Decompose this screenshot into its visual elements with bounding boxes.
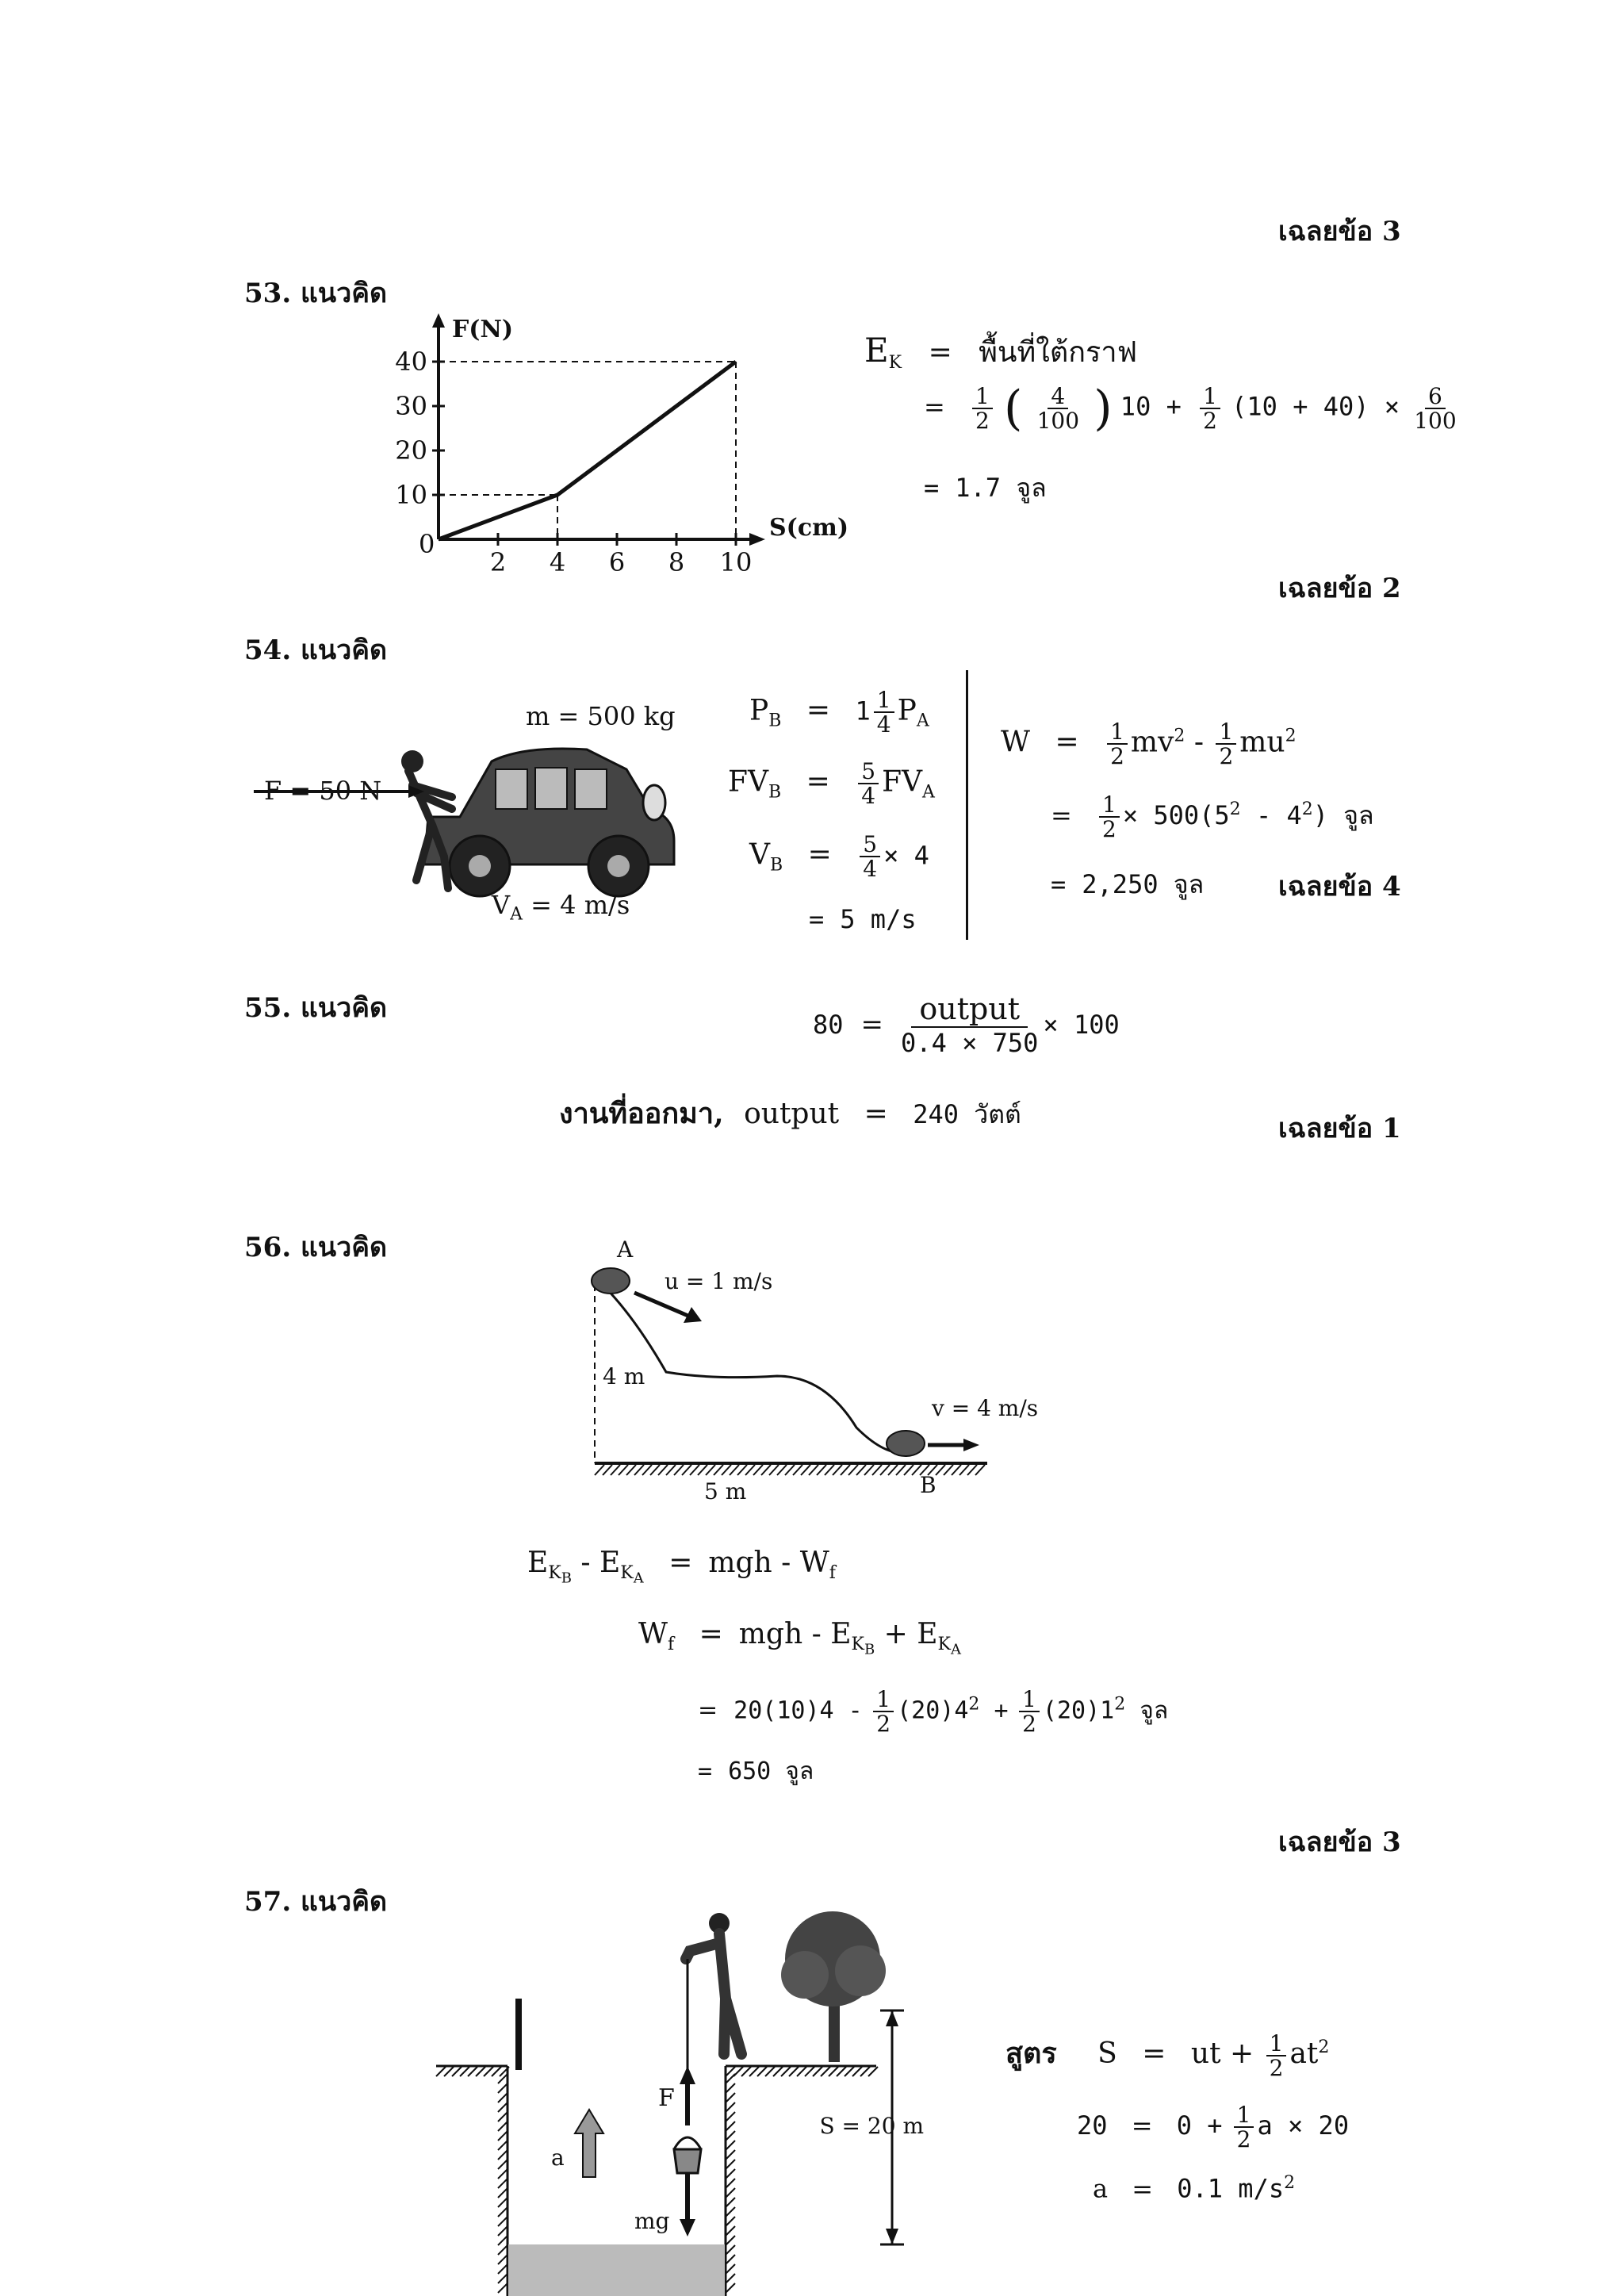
q57-wall-hatch (498, 2150, 508, 2160)
q53-y-arrow (432, 313, 445, 328)
label-q53: 53. แนวคิด (244, 278, 388, 309)
q53-series-line (439, 362, 736, 539)
q53-xtick-label: 6 (608, 547, 626, 577)
q56-slope-diagram (571, 1236, 1039, 1523)
q57-eq3: a = 0.1 $m/s^2$ (1093, 2173, 1296, 2204)
q56-hatch-line (833, 1465, 842, 1475)
q57-wall-hatch (498, 2264, 508, 2274)
q57-hatch-line (460, 2067, 469, 2076)
q57-wall-hatch (498, 2245, 508, 2255)
q57-wall-hatch (498, 2274, 508, 2283)
q57-hatch-line (444, 2067, 454, 2076)
q56-hatch-line (761, 1465, 771, 1475)
q56-hatch-line (737, 1465, 747, 1475)
q56-hatch-line (841, 1465, 850, 1475)
car-hub (607, 855, 630, 877)
q53-graph (381, 313, 856, 583)
q56-result: = 650 จูล (698, 1757, 814, 1785)
q56-hatch-line (880, 1465, 890, 1475)
q53-xtick-label: 4 (549, 547, 566, 577)
q54-w-result: = 2,250 จูล (1051, 869, 1205, 899)
q57-wall-hatch (726, 2179, 735, 2188)
q56-height: 4 m (603, 1363, 645, 1389)
q57-wall-hatch (498, 2217, 508, 2226)
q56-hatch-line (698, 1465, 707, 1475)
q57-hatch-line (860, 2067, 870, 2076)
q57-wall-hatch (726, 2150, 735, 2160)
q57-hatch-line (484, 2067, 493, 2076)
q57-wall-hatch (498, 2112, 508, 2122)
q57-wall-hatch (498, 2179, 508, 2188)
q54-divider (966, 670, 968, 940)
q56-hatch-line (864, 1465, 874, 1475)
q56-eq3: = 20(10)4 - $\frac{1}{2}$ $(20)4^2$ + $\frac{1}{2}$ $(20)1^2$ จูล (698, 1686, 1169, 1738)
q54-car-illustration (254, 698, 698, 936)
q57-hatch-line (852, 2067, 862, 2076)
q57-hatch-line (845, 2067, 854, 2076)
q57-hatch-line (492, 2067, 501, 2076)
q57-wall-hatch (498, 2093, 508, 2102)
q56-hatch-line (603, 1465, 612, 1475)
q56-hatch-line (801, 1465, 810, 1475)
q56-hatch-line (730, 1465, 739, 1475)
q56-width: 5 m (704, 1478, 747, 1504)
q57-wall-hatch (726, 2226, 735, 2236)
car-window (496, 769, 527, 809)
q57-wall-hatch (498, 2083, 508, 2093)
q56-hatch-line (777, 1465, 787, 1475)
q54-velocity: $V_A = 4$ m/s (492, 890, 630, 925)
q56-hatch-line (658, 1465, 668, 1475)
q57-hatch-line (765, 2067, 775, 2076)
q57-well-diagram (432, 1895, 971, 2296)
q53-line2: = $\frac{1}{2}$ ( $\frac{4}{100}$ ) 10 + $\frac{1}{2}$ (10 + 40) × $\frac{6}{100}$ (924, 381, 1457, 436)
q56-hatch-line (888, 1465, 898, 1475)
q53-origin: 0 (419, 529, 435, 559)
q57-hatch-line (813, 2067, 822, 2076)
q53-ytick-label: 10 (395, 480, 427, 510)
q53-ylabel: F(N) (452, 316, 514, 343)
q56-hatch-line (936, 1465, 945, 1475)
q56-hatch-line (975, 1465, 985, 1475)
label-q57: 57. แนวคิด (244, 1886, 388, 1918)
q57-wall-hatch (498, 2102, 508, 2112)
q57-hatch-line (837, 2067, 846, 2076)
q56-track (603, 1285, 912, 1453)
q53-ytick-label: 40 (395, 347, 427, 377)
q56-u-arrow (634, 1293, 690, 1317)
q55-eq1: 80 = output 0.4 × 750 × 100 (813, 991, 1120, 1058)
q56-hatch-line (619, 1465, 628, 1475)
label-q55: 55. แนวคิด (244, 992, 388, 1024)
q57-eq2: 20 = 0 + $\frac{1}{2}$ a × 20 (1077, 2102, 1350, 2153)
q56-v: v = 4 m/s (932, 1395, 1039, 1421)
car-window (575, 769, 607, 809)
q57-wall-hatch (726, 2102, 735, 2112)
q56-point-a: A (617, 1236, 634, 1263)
q56-hatch-line (785, 1465, 795, 1475)
q57-wall-hatch (726, 2283, 735, 2293)
q57-hatch-line (781, 2067, 791, 2076)
q56-eq1: $E_{K_B} - E_{K_A}$ = mgh - $W_f$ (527, 1547, 836, 1587)
q57-mg-label: mg (634, 2208, 670, 2234)
q56-hatch-line (706, 1465, 715, 1475)
answer-q55: เฉลยข้อ 1 (1278, 1113, 1401, 1144)
q54-pb: $P_B = 1$ $\frac{1}{4}$ $P_A$ (749, 687, 929, 738)
q57-a-arrow (575, 2110, 603, 2177)
q56-hatch-line (753, 1465, 763, 1475)
answer-q54: เฉลยข้อ 4 (1278, 871, 1401, 903)
q57-wall-hatch (498, 2122, 508, 2131)
q57-wall-hatch (726, 2160, 735, 2169)
q57-wall-hatch (498, 2283, 508, 2293)
car-window (535, 768, 567, 809)
q56-point-b: B (920, 1472, 936, 1498)
q53-ek-line: $E_K$ = พื้นที่ใต้กราฟ (864, 331, 1138, 374)
q57-wall-hatch (726, 2217, 735, 2226)
q57-wall-hatch (498, 2160, 508, 2169)
q55-eq2: งานที่ออกมา, output = 240 วัตต์ (559, 1097, 1021, 1130)
q57-hatch-line (741, 2067, 751, 2076)
q57-wall-hatch (498, 2169, 508, 2179)
q57-hatch-line (757, 2067, 767, 2076)
q57-wall-hatch (498, 2198, 508, 2207)
q57-person-body (686, 1934, 741, 2054)
car-hub (469, 855, 491, 877)
q56-hatch-line (872, 1465, 882, 1475)
q53-ytick-label: 20 (395, 435, 427, 466)
q57-water (508, 2244, 725, 2296)
q56-hatch-line (650, 1465, 660, 1475)
q57-hatch-line (868, 2067, 878, 2076)
q57-hatch-line (821, 2067, 830, 2076)
q57-eq1: สูตร S = ut + $\frac{1}{2}$ $at^2$ (1005, 2030, 1330, 2081)
man-head (401, 750, 423, 772)
q54-w-eq2: = $\frac{1}{2}$ × $500(5^2 - 4^2)$ จูล (1051, 792, 1374, 843)
label-q56: 56. แนวคิด (244, 1232, 388, 1263)
q57-hatch-line (749, 2067, 759, 2076)
q57-post (515, 1999, 522, 2070)
q56-hatch-line (817, 1465, 826, 1475)
q57-f-label: F (658, 2084, 675, 2112)
q56-hatch-line (793, 1465, 802, 1475)
q57-bucket (674, 2149, 701, 2173)
q56-hatch-line (745, 1465, 755, 1475)
q56-rock-b (887, 1431, 925, 1456)
q56-hatch-line (666, 1465, 676, 1475)
q56-hatch-line (896, 1465, 906, 1475)
answer-q53: เฉลยข้อ 2 (1278, 573, 1401, 604)
q57-wall-hatch (726, 2255, 735, 2264)
q57-wall-hatch (498, 2131, 508, 2141)
q57-hatch-line (436, 2067, 446, 2076)
q57-wall-hatch (726, 2169, 735, 2179)
answer-q52: เฉลยข้อ 3 (1278, 216, 1401, 247)
q56-hatch-line (595, 1465, 604, 1475)
q54-vb: $V_B$ = $\frac{5}{4}$ × 4 (749, 831, 929, 883)
q56-hatch-line (626, 1465, 636, 1475)
q53-ytick-label: 30 (395, 391, 427, 421)
q57-wall-hatch (726, 2141, 735, 2150)
spare-tire (643, 785, 665, 820)
q56-hatch-line (825, 1465, 834, 1475)
q56-hatch-line (904, 1465, 914, 1475)
q54-mass: m = 500 kg (526, 701, 676, 731)
q56-hatch-line (611, 1465, 620, 1475)
q57-hatch-line (829, 2067, 838, 2076)
q57-hatch-line (797, 2067, 806, 2076)
q57-wall-hatch (498, 2188, 508, 2198)
q53-xtick-label: 10 (719, 547, 753, 577)
q56-hatch-line (722, 1465, 731, 1475)
q57-wall-hatch (726, 2264, 735, 2274)
q56-rock-a (592, 1268, 630, 1294)
q56-hatch-line (809, 1465, 818, 1475)
q56-hatch-line (634, 1465, 644, 1475)
q56-eq2: $W_f$ = mgh - $E_{K_B} + E_{K_A}$ (638, 1618, 961, 1658)
answer-q56: เฉลยข้อ 3 (1278, 1826, 1401, 1858)
q56-hatch-line (967, 1465, 977, 1475)
q57-hatch-line (789, 2067, 799, 2076)
q56-hatch-line (959, 1465, 969, 1475)
q57-a-label: a (551, 2145, 565, 2171)
q57-hatch-line (452, 2067, 462, 2076)
q56-hatch-line (642, 1465, 652, 1475)
q57-wall-hatch (498, 2141, 508, 2150)
q56-hatch-line (690, 1465, 699, 1475)
q56-hatch-line (714, 1465, 723, 1475)
q57-wall-hatch (726, 2207, 735, 2217)
q57-wall-hatch (726, 2112, 735, 2122)
q56-hatch-line (769, 1465, 779, 1475)
q57-wall-hatch (498, 2236, 508, 2245)
q57-hatch-line (773, 2067, 783, 2076)
q53-xlabel: S(cm) (769, 514, 849, 542)
q56-hatch-line (674, 1465, 684, 1475)
q56-hatch-line (856, 1465, 866, 1475)
q57-wall-hatch (498, 2207, 508, 2217)
q54-w-eq1: W = $\frac{1}{2}$ $mv^2$ - $\frac{1}{2}$ $mu^2$ (1001, 719, 1297, 770)
q57-wall-hatch (726, 2122, 735, 2131)
q57-wall-hatch (726, 2083, 735, 2093)
q57-hatch-line (468, 2067, 477, 2076)
q57-wall-hatch (726, 2274, 735, 2283)
q56-hatch-line (952, 1465, 961, 1475)
q56-hatch-line (848, 1465, 858, 1475)
q53-xtick-label: 2 (489, 547, 507, 577)
q57-wall-hatch (726, 2198, 735, 2207)
q54-force: F = 50 N (264, 776, 382, 806)
q54-fvb: $FV_B$ = $\frac{5}{4}$ $FV_A$ (728, 758, 935, 810)
q56-hatch-line (682, 1465, 691, 1475)
q53-xtick-label: 8 (668, 547, 685, 577)
q53-x-arrow (749, 533, 765, 546)
q53-result: = 1.7 จูล (924, 473, 1047, 503)
q54-vb-result: = 5 m/s (809, 904, 917, 934)
q57-hatch-line (805, 2067, 814, 2076)
q57-wall-hatch (726, 2245, 735, 2255)
q57-wall-hatch (726, 2131, 735, 2141)
q57-wall-hatch (726, 2093, 735, 2102)
q57-wall-hatch (726, 2236, 735, 2245)
q56-hatch-line (944, 1465, 953, 1475)
q57-wall-hatch (498, 2226, 508, 2236)
q57-depth-label: S = 20 m (819, 2113, 924, 2139)
q56-u: u = 1 m/s (665, 1268, 773, 1294)
q57-wall-hatch (498, 2255, 508, 2264)
q57-wall-hatch (726, 2188, 735, 2198)
q57-hatch-line (476, 2067, 485, 2076)
label-q54: 54. แนวคิด (244, 634, 388, 666)
